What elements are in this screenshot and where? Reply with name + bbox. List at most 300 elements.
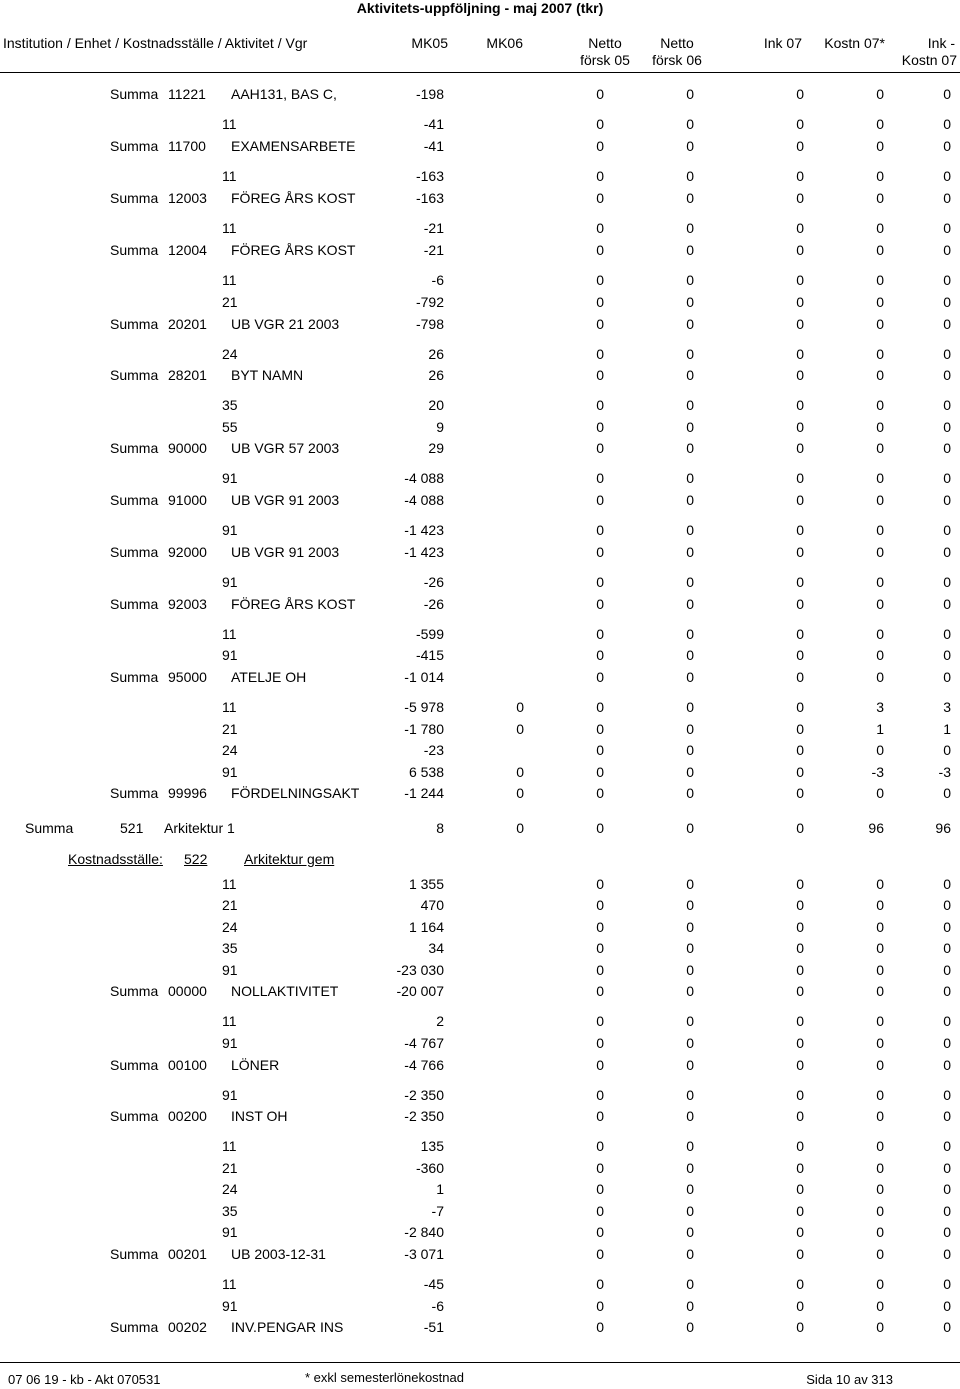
activity-code: 11700	[168, 138, 206, 154]
col-path-header: Institution / Enhet / Kostnadsställe / Aktivitet / Vgr	[3, 35, 308, 51]
value-n06: 0	[686, 367, 694, 383]
value-n06: 0	[686, 470, 694, 486]
vgr-code: 91	[222, 1087, 238, 1103]
value-ink: 0	[796, 190, 804, 206]
footer-divider	[0, 1362, 960, 1363]
value-n06: 0	[686, 190, 694, 206]
value-kostn: 0	[876, 1298, 884, 1314]
value-mk05: -45	[423, 1276, 444, 1292]
value-ink: 0	[796, 272, 804, 288]
value-mk05: 135	[420, 1138, 444, 1154]
value-kostn: 0	[876, 1057, 884, 1073]
value-n05: 0	[596, 168, 604, 184]
value-ink: 0	[796, 785, 804, 801]
value-diff: 0	[943, 346, 951, 362]
value-n05: 0	[596, 1246, 604, 1262]
value-n05: 0	[596, 1203, 604, 1219]
value-n05: 0	[596, 820, 604, 836]
activity-name: LÖNER	[231, 1057, 280, 1073]
vgr-code: 21	[222, 721, 238, 737]
value-kostn: 0	[876, 397, 884, 413]
value-n05: 0	[596, 190, 604, 206]
summa-label: Summa	[25, 820, 74, 836]
value-n06: 0	[686, 897, 694, 913]
value-ink: 0	[796, 242, 804, 258]
value-n06: 0	[686, 919, 694, 935]
cost-center-label: Kostnadsställe:	[68, 851, 163, 867]
vgr-code: 11	[222, 220, 237, 236]
value-n05: 0	[596, 544, 604, 560]
activity-code: 00201	[168, 1246, 207, 1262]
value-mk05: 1 355	[408, 876, 444, 892]
value-n05: 0	[596, 1319, 604, 1335]
value-n06: 0	[686, 1203, 694, 1219]
value-diff: 0	[943, 1138, 951, 1154]
value-mk05: 34	[428, 940, 444, 956]
value-n06: 0	[686, 574, 694, 590]
value-n05: 0	[596, 919, 604, 935]
value-kostn: 0	[876, 1181, 884, 1197]
value-diff: 0	[943, 1035, 951, 1051]
value-kostn: 0	[876, 574, 884, 590]
value-n05: 0	[596, 316, 604, 332]
value-mk05: -41	[423, 116, 444, 132]
value-mk05: -41	[423, 138, 444, 154]
value-mk05: -5 978	[404, 699, 444, 715]
value-n05: 0	[596, 669, 604, 685]
value-ink: 0	[796, 1138, 804, 1154]
value-n06: 0	[686, 397, 694, 413]
value-n06: 0	[686, 346, 694, 362]
value-kostn: 3	[876, 699, 884, 715]
value-n06: 0	[686, 596, 694, 612]
value-kostn: 0	[876, 742, 884, 758]
value-n06: 0	[686, 1057, 694, 1073]
value-diff: 0	[943, 647, 951, 663]
cost-center-name: Arkitektur 1	[164, 820, 235, 836]
report-title: Aktivitets-uppföljning - maj 2007 (tkr)	[356, 0, 604, 16]
vgr-code: 91	[222, 522, 238, 538]
vgr-code: 24	[222, 742, 238, 758]
value-n05: 0	[596, 419, 604, 435]
value-diff: 96	[935, 820, 951, 836]
value-mk05: -1 014	[404, 669, 444, 685]
value-ink: 0	[796, 721, 804, 737]
value-mk05: 26	[428, 346, 444, 362]
activity-code: 12004	[168, 242, 207, 258]
value-ink: 0	[796, 492, 804, 508]
value-diff: 0	[943, 242, 951, 258]
value-diff: 0	[943, 1203, 951, 1219]
value-mk05: -792	[415, 294, 444, 310]
value-ink: 0	[796, 983, 804, 999]
value-mk05: -163	[415, 190, 444, 206]
value-kostn: 0	[876, 86, 884, 102]
value-kostn: 0	[876, 919, 884, 935]
value-n06: 0	[686, 742, 694, 758]
value-mk05: -198	[415, 86, 444, 102]
value-n06: 0	[686, 419, 694, 435]
cost-center-code: 522	[184, 851, 208, 867]
value-ink: 0	[796, 294, 804, 310]
value-diff: 0	[943, 1057, 951, 1073]
value-n06: 0	[686, 1160, 694, 1176]
value-mk05: 29	[428, 440, 444, 456]
activity-name: NOLLAKTIVITET	[231, 983, 339, 999]
value-ink: 0	[796, 1181, 804, 1197]
activity-code: 00100	[168, 1057, 207, 1073]
value-n05: 0	[596, 470, 604, 486]
value-n05: 0	[596, 940, 604, 956]
cost-center-code: 521	[120, 820, 144, 836]
value-n06: 0	[686, 962, 694, 978]
vgr-code: 21	[222, 294, 238, 310]
value-kostn: 0	[876, 1246, 884, 1262]
value-diff: 0	[943, 190, 951, 206]
value-mk06: 0	[516, 721, 524, 737]
value-ink: 0	[796, 897, 804, 913]
value-diff: 0	[943, 138, 951, 154]
value-mk05: -2 350	[404, 1108, 444, 1124]
value-n06: 0	[686, 1224, 694, 1240]
value-mk06: 0	[516, 699, 524, 715]
value-diff: 0	[943, 1276, 951, 1292]
value-diff: 0	[943, 1108, 951, 1124]
value-n06: 0	[686, 1298, 694, 1314]
value-diff: 3	[943, 699, 951, 715]
summa-label: Summa	[110, 669, 159, 685]
value-kostn: 0	[876, 1138, 884, 1154]
vgr-code: 11	[222, 876, 237, 892]
value-kostn: 0	[876, 294, 884, 310]
value-diff: 0	[943, 522, 951, 538]
value-mk05: -6	[431, 272, 444, 288]
value-n06: 0	[686, 242, 694, 258]
value-diff: 0	[943, 1087, 951, 1103]
value-n05: 0	[596, 626, 604, 642]
value-diff: 0	[943, 626, 951, 642]
value-n06: 0	[686, 440, 694, 456]
value-mk05: -7	[431, 1203, 444, 1219]
value-n06: 0	[686, 220, 694, 236]
value-ink: 0	[796, 596, 804, 612]
col-netto05-header-line1: Netto	[588, 35, 622, 51]
value-mk05: -21	[423, 220, 444, 236]
value-mk05: 20	[428, 397, 444, 413]
vgr-code: 11	[222, 699, 237, 715]
value-kostn: 0	[876, 596, 884, 612]
summa-label: Summa	[110, 367, 159, 383]
value-n05: 0	[596, 596, 604, 612]
value-diff: 0	[943, 1246, 951, 1262]
activity-code: 28201	[168, 367, 207, 383]
value-ink: 0	[796, 138, 804, 154]
vgr-code: 24	[222, 346, 238, 362]
value-ink: 0	[796, 669, 804, 685]
value-kostn: 0	[876, 138, 884, 154]
value-n06: 0	[686, 1087, 694, 1103]
value-n05: 0	[596, 983, 604, 999]
value-ink: 0	[796, 86, 804, 102]
value-n05: 0	[596, 1138, 604, 1154]
value-kostn: 0	[876, 940, 884, 956]
value-diff: 0	[943, 1013, 951, 1029]
value-diff: 0	[943, 785, 951, 801]
value-ink: 0	[796, 764, 804, 780]
activity-name: FÖREG ÅRS KOST	[231, 596, 356, 612]
activity-code: 92000	[168, 544, 207, 560]
value-n06: 0	[686, 1181, 694, 1197]
activity-name: FÖREG ÅRS KOST	[231, 242, 356, 258]
value-ink: 0	[796, 1160, 804, 1176]
value-diff: 0	[943, 397, 951, 413]
value-mk05: -26	[423, 596, 444, 612]
value-n05: 0	[596, 647, 604, 663]
value-ink: 0	[796, 220, 804, 236]
value-n06: 0	[686, 647, 694, 663]
vgr-code: 91	[222, 1035, 238, 1051]
value-n06: 0	[686, 138, 694, 154]
value-kostn: 0	[876, 316, 884, 332]
value-n05: 0	[596, 574, 604, 590]
value-n06: 0	[686, 544, 694, 560]
vgr-code: 11	[222, 626, 237, 642]
value-kostn: 0	[876, 367, 884, 383]
value-kostn: 0	[876, 1203, 884, 1219]
activity-code: 00000	[168, 983, 207, 999]
value-ink: 0	[796, 962, 804, 978]
value-mk05: -415	[415, 647, 444, 663]
value-n06: 0	[686, 272, 694, 288]
value-n05: 0	[596, 1224, 604, 1240]
value-mk05: -4 088	[404, 492, 444, 508]
value-n06: 0	[686, 1246, 694, 1262]
value-ink: 0	[796, 742, 804, 758]
value-kostn: 0	[876, 470, 884, 486]
value-ink: 0	[796, 544, 804, 560]
value-diff: 0	[943, 86, 951, 102]
summa-label: Summa	[110, 596, 159, 612]
activity-name: FÖRDELNINGSAKT	[231, 785, 360, 801]
value-n05: 0	[596, 492, 604, 508]
value-ink: 0	[796, 1276, 804, 1292]
activity-name: UB VGR 91 2003	[231, 544, 340, 560]
value-n05: 0	[596, 346, 604, 362]
value-mk05: -1 244	[404, 785, 444, 801]
value-kostn: 0	[876, 1160, 884, 1176]
activity-name: AAH131, BAS C,	[231, 86, 337, 102]
vgr-code: 35	[222, 397, 238, 413]
value-n05: 0	[596, 1035, 604, 1051]
value-kostn: 0	[876, 190, 884, 206]
value-mk05: 1 164	[408, 919, 444, 935]
value-kostn: 0	[876, 876, 884, 892]
col-diff-header-line1: Ink -	[927, 35, 955, 51]
value-n05: 0	[596, 1181, 604, 1197]
value-kostn: 0	[876, 168, 884, 184]
value-diff: 0	[943, 897, 951, 913]
value-mk05: -1 423	[404, 544, 444, 560]
value-n05: 0	[596, 785, 604, 801]
value-kostn: -3	[871, 764, 884, 780]
value-n06: 0	[686, 764, 694, 780]
value-kostn: 0	[876, 242, 884, 258]
value-kostn: 0	[876, 1276, 884, 1292]
header-divider	[0, 72, 960, 73]
activity-name: ATELJE OH	[231, 669, 307, 685]
value-kostn: 0	[876, 440, 884, 456]
col-netto06-header-line2: försk 06	[652, 52, 702, 68]
value-kostn: 0	[876, 522, 884, 538]
value-kostn: 0	[876, 346, 884, 362]
cost-center-name: Arkitektur gem	[244, 851, 335, 867]
value-diff: 0	[943, 116, 951, 132]
summa-label: Summa	[110, 190, 159, 206]
value-n05: 0	[596, 294, 604, 310]
value-n05: 0	[596, 897, 604, 913]
value-n06: 0	[686, 626, 694, 642]
vgr-code: 91	[222, 574, 238, 590]
value-ink: 0	[796, 1224, 804, 1240]
value-ink: 0	[796, 346, 804, 362]
value-kostn: 0	[876, 492, 884, 508]
value-n05: 0	[596, 272, 604, 288]
value-n05: 0	[596, 1276, 604, 1292]
value-diff: 0	[943, 1224, 951, 1240]
value-mk06: 0	[516, 785, 524, 801]
value-mk05: -3 071	[404, 1246, 444, 1262]
value-ink: 0	[796, 440, 804, 456]
value-ink: 0	[796, 1319, 804, 1335]
col-mk05-header: MK05	[411, 35, 448, 51]
value-n05: 0	[596, 367, 604, 383]
value-n05: 0	[596, 242, 604, 258]
value-mk06: 0	[516, 764, 524, 780]
activity-name: EXAMENSARBETE	[231, 138, 356, 154]
activity-name: INV.PENGAR INS	[231, 1319, 344, 1335]
summa-label: Summa	[110, 86, 159, 102]
value-kostn: 0	[876, 897, 884, 913]
value-kostn: 0	[876, 626, 884, 642]
value-n05: 0	[596, 742, 604, 758]
vgr-code: 11	[222, 1013, 237, 1029]
value-n05: 0	[596, 86, 604, 102]
value-diff: 0	[943, 940, 951, 956]
summa-label: Summa	[110, 316, 159, 332]
value-mk05: -599	[415, 626, 444, 642]
value-diff: 0	[943, 367, 951, 383]
value-diff: 0	[943, 574, 951, 590]
value-n06: 0	[686, 1035, 694, 1051]
value-diff: 0	[943, 272, 951, 288]
value-mk05: -23	[423, 742, 444, 758]
value-mk05: -1 423	[404, 522, 444, 538]
value-ink: 0	[796, 168, 804, 184]
value-n06: 0	[686, 721, 694, 737]
value-ink: 0	[796, 919, 804, 935]
value-ink: 0	[796, 1246, 804, 1262]
value-ink: 0	[796, 397, 804, 413]
vgr-code: 11	[222, 272, 237, 288]
value-n06: 0	[686, 1319, 694, 1335]
value-ink: 0	[796, 1203, 804, 1219]
value-kostn: 0	[876, 983, 884, 999]
value-kostn: 0	[876, 544, 884, 560]
value-n05: 0	[596, 522, 604, 538]
value-ink: 0	[796, 470, 804, 486]
col-kostn07-header: Kostn 07*	[824, 35, 885, 51]
footer-center: * exkl semesterlönekostnad	[305, 1370, 464, 1385]
value-n05: 0	[596, 138, 604, 154]
value-mk05: -6	[431, 1298, 444, 1314]
footer-left: 07 06 19 - kb - Akt 070531	[8, 1372, 161, 1387]
value-kostn: 0	[876, 1319, 884, 1335]
value-kostn: 0	[876, 1224, 884, 1240]
vgr-code: 11	[222, 168, 237, 184]
value-n05: 0	[596, 220, 604, 236]
value-diff: 0	[943, 876, 951, 892]
activity-code: 00200	[168, 1108, 207, 1124]
value-diff: 0	[943, 983, 951, 999]
value-diff: 0	[943, 440, 951, 456]
vgr-code: 21	[222, 897, 238, 913]
value-kostn: 0	[876, 669, 884, 685]
value-mk05: 26	[428, 367, 444, 383]
value-mk05: 1	[436, 1181, 444, 1197]
activity-name: UB VGR 57 2003	[231, 440, 340, 456]
value-mk05: -360	[415, 1160, 444, 1176]
value-n06: 0	[686, 1013, 694, 1029]
activity-code: 11221	[168, 86, 206, 102]
value-kostn: 0	[876, 1013, 884, 1029]
value-ink: 0	[796, 1035, 804, 1051]
value-kostn: 0	[876, 116, 884, 132]
vgr-code: 35	[222, 940, 238, 956]
activity-code: 99996	[168, 785, 207, 801]
value-mk05: -163	[415, 168, 444, 184]
col-diff-header-line2: Kostn 07	[901, 52, 957, 68]
value-n06: 0	[686, 492, 694, 508]
vgr-code: 11	[222, 1138, 237, 1154]
value-diff: 0	[943, 419, 951, 435]
value-kostn: 0	[876, 647, 884, 663]
value-diff: 0	[943, 962, 951, 978]
activity-code: 12003	[168, 190, 207, 206]
value-n05: 0	[596, 397, 604, 413]
value-n05: 0	[596, 764, 604, 780]
value-n05: 0	[596, 1160, 604, 1176]
value-n05: 0	[596, 1013, 604, 1029]
value-mk05: -4 766	[404, 1057, 444, 1073]
value-n06: 0	[686, 876, 694, 892]
vgr-code: 91	[222, 764, 238, 780]
activity-code: 90000	[168, 440, 207, 456]
value-mk05: -23 030	[396, 962, 444, 978]
activity-name: FÖREG ÅRS KOST	[231, 190, 356, 206]
vgr-code: 21	[222, 1160, 238, 1176]
value-mk05: -1 780	[404, 721, 444, 737]
activity-name: UB VGR 21 2003	[231, 316, 340, 332]
summa-label: Summa	[110, 1246, 159, 1262]
vgr-code: 91	[222, 470, 238, 486]
vgr-code: 11	[222, 1276, 237, 1292]
value-n06: 0	[686, 669, 694, 685]
value-diff: 0	[943, 220, 951, 236]
value-n05: 0	[596, 1087, 604, 1103]
value-kostn: 0	[876, 419, 884, 435]
value-mk05: -2 350	[404, 1087, 444, 1103]
value-ink: 0	[796, 647, 804, 663]
